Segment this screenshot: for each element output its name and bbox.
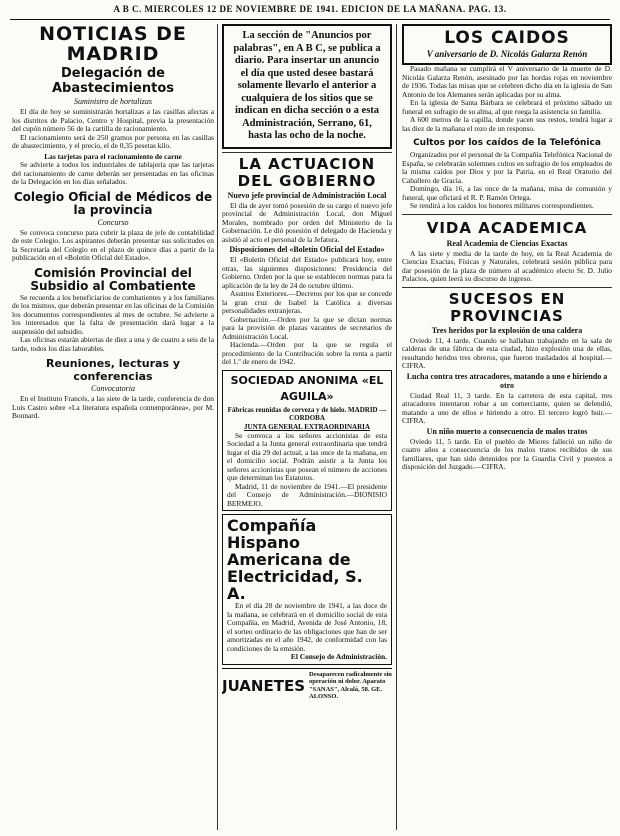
galarza-paragraph: En la iglesia de Santa Bárbara se celebrará el próximo sábado un funeral en sufragio de su alma, al que ruega la asistencia su familia.: [402, 98, 612, 116]
boletin-paragraph: Gobernación.—Orden por la que se dictan normas para la provisión de plazas vacantes de secretarios de Administración Local.: [222, 314, 392, 341]
subsidio-paragraph: Se recuerda a los beneficiarios de combatientes y a los familiares de los mismos, que deberán presentar en las oficinas de la Comisión los documentos correspondientes al mes de octubre. Se advierte a los interesados que la falta de presentación dará lugar a la suspensión del subsidio.: [12, 292, 214, 336]
boletin-paragraph: Asuntos Exteriores.—Decretos por los que se concede la gran cruz de Isabel la Católica a diversas personalidades extranjeras.: [222, 289, 392, 315]
atracadores-subtitle: Lucha contra tres atracadores, matando a uno e hiriendo a otro: [406, 371, 608, 390]
el-aguila-subtitle: Fábricas reunidas de cerveza y de hielo. MADRID — CORDOBA: [227, 405, 387, 422]
hispano-americana-ad: [222, 514, 392, 665]
boletin-paragraph: Hacienda.—Orden por la que se regula el procedimiento de la Contribución sobre la renta a partir del 1.º de enero de 1942.: [222, 340, 392, 366]
reuniones-title: Reuniones, lecturas y conferencias: [45, 357, 180, 383]
atracadores-paragraph: Ciudad Real 11, 3 tarde. En la carretera de esta capital, tres atracadores intentaron robar a un comerciante, quien se defendió, matando a uno de ellos e hiriendo a otro. El tercero logró huir.—CIFRA.: [402, 390, 612, 425]
jefe-provincial-subtitle: Nuevo jefe provincial de Administración Local: [227, 190, 387, 200]
juanetes-text: Desaparecen radicalmente sin operación ni dolor. Aparato "SANAS", Alcalá, 58. GE. ALONSO.: [309, 670, 392, 700]
telefonica-paragraph: Domingo, día 16, a las once de la mañana, misa de comunión y funeral, que oficiará el R. P. Ramón Ortega.: [402, 184, 612, 202]
noticias-madrid-title: NOTICIAS DE MADRID: [39, 24, 187, 65]
hispano-americana-paragraph: En el día 28 de noviembre de 1941, a las doce de la mañana, se celebrará en el domicilio social de esta Compañía, en Madrid, Avenida de José Antonio, 18, el sorteo ordinario de las obligaciones que han de ser amortizadas en el año 1942, de conformidad con las condiciones de la emisión.: [227, 601, 387, 653]
los-caidos-title: LOS CAIDOS: [444, 28, 570, 48]
nino-subtitle: Un niño muerto a consecuencia de malos tratos: [426, 426, 588, 436]
galarza-paragraph: Pasado mañana se cumplirá el V aniversario de la muerte de D. Nicolás Galarza Renón, asesinado por las hordas rojas en noviembre de 1936. Todas las misas que se celebren dicho día en la iglesia de San Antonio de los Alemanes serán aplicadas por su alma.: [402, 64, 612, 99]
colegio-medicos-title: Colegio Oficial de Médicos de la provincia: [13, 189, 213, 217]
running-head: A B C. MIERCOLES 12 DE NOVIEMBRE DE 1941. EDICION DE LA MAÑANA. PAG. 13.: [113, 4, 507, 14]
telefonica-title: Cultos por los caídos de la Telefónica: [413, 138, 601, 148]
boletin-subtitle: Disposiciones del «Boletín Oficial del Estado»: [229, 245, 385, 254]
delegacion-paragraph: El racionamiento será de 250 gramos por persona en las casillas de abastecimiento, y el precio, el de 0,35 pesetas kilo.: [12, 132, 214, 150]
explosion-subtitle: Tres heridos por la explosión de una caldera: [431, 325, 583, 335]
divider: [402, 287, 612, 288]
column-divider-2: [396, 24, 397, 830]
column-3: [402, 24, 612, 830]
telefonica-paragraph: Se rendirá a los caídos los honores militares correspondientes.: [410, 201, 594, 210]
hispano-americana-signature: El Consejo de Administración.: [290, 652, 387, 661]
sucesos-title: SUCESOS EN PROVINCIAS: [448, 289, 566, 325]
subsidio-paragraph: Las oficinas estarán abiertas de diez a una y de cuatro a seis de la tarde, todos los días laborables.: [12, 335, 214, 353]
hispano-americana-title: Compañía Hispano Americana de Electricidad, S. A.: [227, 516, 363, 603]
el-aguila-title: SOCIEDAD ANONIMA «EL AGUILA»: [230, 373, 384, 403]
tarjetas-paragraph: Se advierte a todos los industriales de tablajería que las tarjetas del racionamiento de carne deberán ser presentadas en las oficinas de la Delegación en los días señalados.: [12, 160, 214, 186]
reuniones-paragraph: En el Instituto Francés, a las siete de la tarde, conferencia de don Luis Castro sobre «La literatura española contemporánea», por M. Bonnard.: [12, 394, 214, 420]
column-divider-1: [217, 24, 218, 830]
los-caidos-box: [402, 24, 612, 65]
divider: [222, 152, 392, 153]
boletin-paragraph: El «Boletín Oficial del Estado» publicará hoy, entre otras, las siguientes disposiciones: Presidencia del Gobierno. Orden por la que se establecen normas para la aplicación de la ley de 24 de octubre último.: [222, 255, 392, 290]
el-aguila-ad: [222, 370, 392, 512]
juanetes-title: JUANETES: [222, 676, 305, 695]
reuniones-subtitle: Convocatoria: [91, 384, 135, 393]
academia-subtitle: Real Academia de Ciencias Exactas: [446, 238, 568, 248]
actuacion-gobierno-title: LA ACTUACION DEL GOBIERNO: [237, 154, 377, 190]
delegacion-paragraph: El día de hoy se suministrarán hortalizas a las casillas afectas a los distritos de Palacio, Centro y Hospital, previa la presentación del cupón número 56 de la cartilla de racionamiento.: [12, 107, 214, 133]
subsidio-title: Comisión Provincial del Subsidio al Combatiente: [30, 265, 196, 293]
anuncios-notice-box: La sección de "Anuncios por palabras", en A B C, se publica a diario. Para insertar un anuncio el día que usted desee bastará solamente llevarlo el anterior a cualquiera de los sitios que se indican en dicha sección o a esta Administración, Serrano, 61, hasta las ocho de la noche.: [222, 24, 392, 149]
juanetes-ad: [222, 668, 392, 701]
el-aguila-paragraph: Se convoca a los señores accionistas de esta Sociedad a la Junta general extraordinaria que tendrá lugar el día 29 del actual, a las once de la mañana, en el domicilio social. Podrán asistir a la Junta los señores accionistas que posean el número de acciones que determinan los Estatutos.: [227, 430, 387, 482]
galarza-subtitle: V aniversario de D. Nicolás Galarza Renón: [426, 49, 588, 59]
explosion-paragraph: Oviedo 11, 4 tarde. Cuando se hallaban trabajando en la sala de calderas de una fábrica de esta ciudad, hizo explosión una de ellas, resultando heridos tres obreros, que fueron trasladados al hospital.—CIFRA.: [402, 335, 612, 370]
divider: [402, 214, 612, 215]
delegacion-subtitle: Suministro de hortalizas: [74, 97, 152, 106]
telefonica-paragraph: Organizados por el personal de la Compañía Telefónica Nacional de España, se celebrarán solemnes cultos en sufragio de los empleados de la misma caídos por Dios y por la Patria, en el Real Oratorio del Caballero de Gracia.: [402, 150, 612, 185]
colegio-medicos-subtitle: Concurso: [97, 217, 129, 227]
jefe-provincial-paragraph: El día de ayer tomó posesión de su cargo el nuevo jefe provincial de Administración Local, don Miguel Morales, nombrado por orden del Ministerio de la Gobernación. Le dió posesión el delegado de Hacienda y asistió al acto el personal de la Jefatura.: [222, 200, 392, 244]
column-1: [12, 24, 214, 830]
academia-paragraph: A las siete y media de la tarde de hoy, en la Real Academia de Ciencias Exactas, Físicas y Naturales, celebrará sesión pública para dar posesión de la plaza de número al académico electo Sr. D. Julio Palacios, quien leerá su discurso de ingreso.: [402, 248, 612, 283]
vida-academica-title: VIDA ACADEMICA: [426, 218, 588, 237]
header-rule: [10, 19, 610, 20]
nino-paragraph: Oviedo 11, 5 tarde. En el pueblo de Mieres falleció un niño de cuatro años a consecuencia de los malos tratos recibidos de sus familiares, que han sido detenidos por la Guardia Civil y puestos a disposición del Juzgado.—CIFRA.: [402, 436, 612, 471]
tarjetas-subheading: Las tarjetas para el racionamiento de carne: [44, 151, 182, 161]
column-2: [222, 24, 392, 830]
colegio-medicos-paragraph: Se convoca concurso para cubrir la plaza de jefe de contabilidad de este Colegio. Los aspirantes deberán presentar sus solicitudes en la Secretaría del Colegio en el plazo de quince días a partir de la publicación en el «Boletín Oficial del Estado».: [12, 227, 214, 262]
el-aguila-signature: Madrid, 11 de noviembre de 1941.—El presidente del Consejo de Administración.—DIONISIO BERMEJO.: [227, 481, 387, 508]
el-aguila-junta: JUNTA GENERAL EXTRAORDINARIA: [244, 422, 370, 431]
galarza-paragraph: A 600 metros de la capilla, donde yacen sus restos, tendrá lugar a las diez de la mañana el rezo de un responso.: [402, 115, 612, 133]
delegacion-title: Delegación de Abastecimientos: [51, 66, 175, 96]
